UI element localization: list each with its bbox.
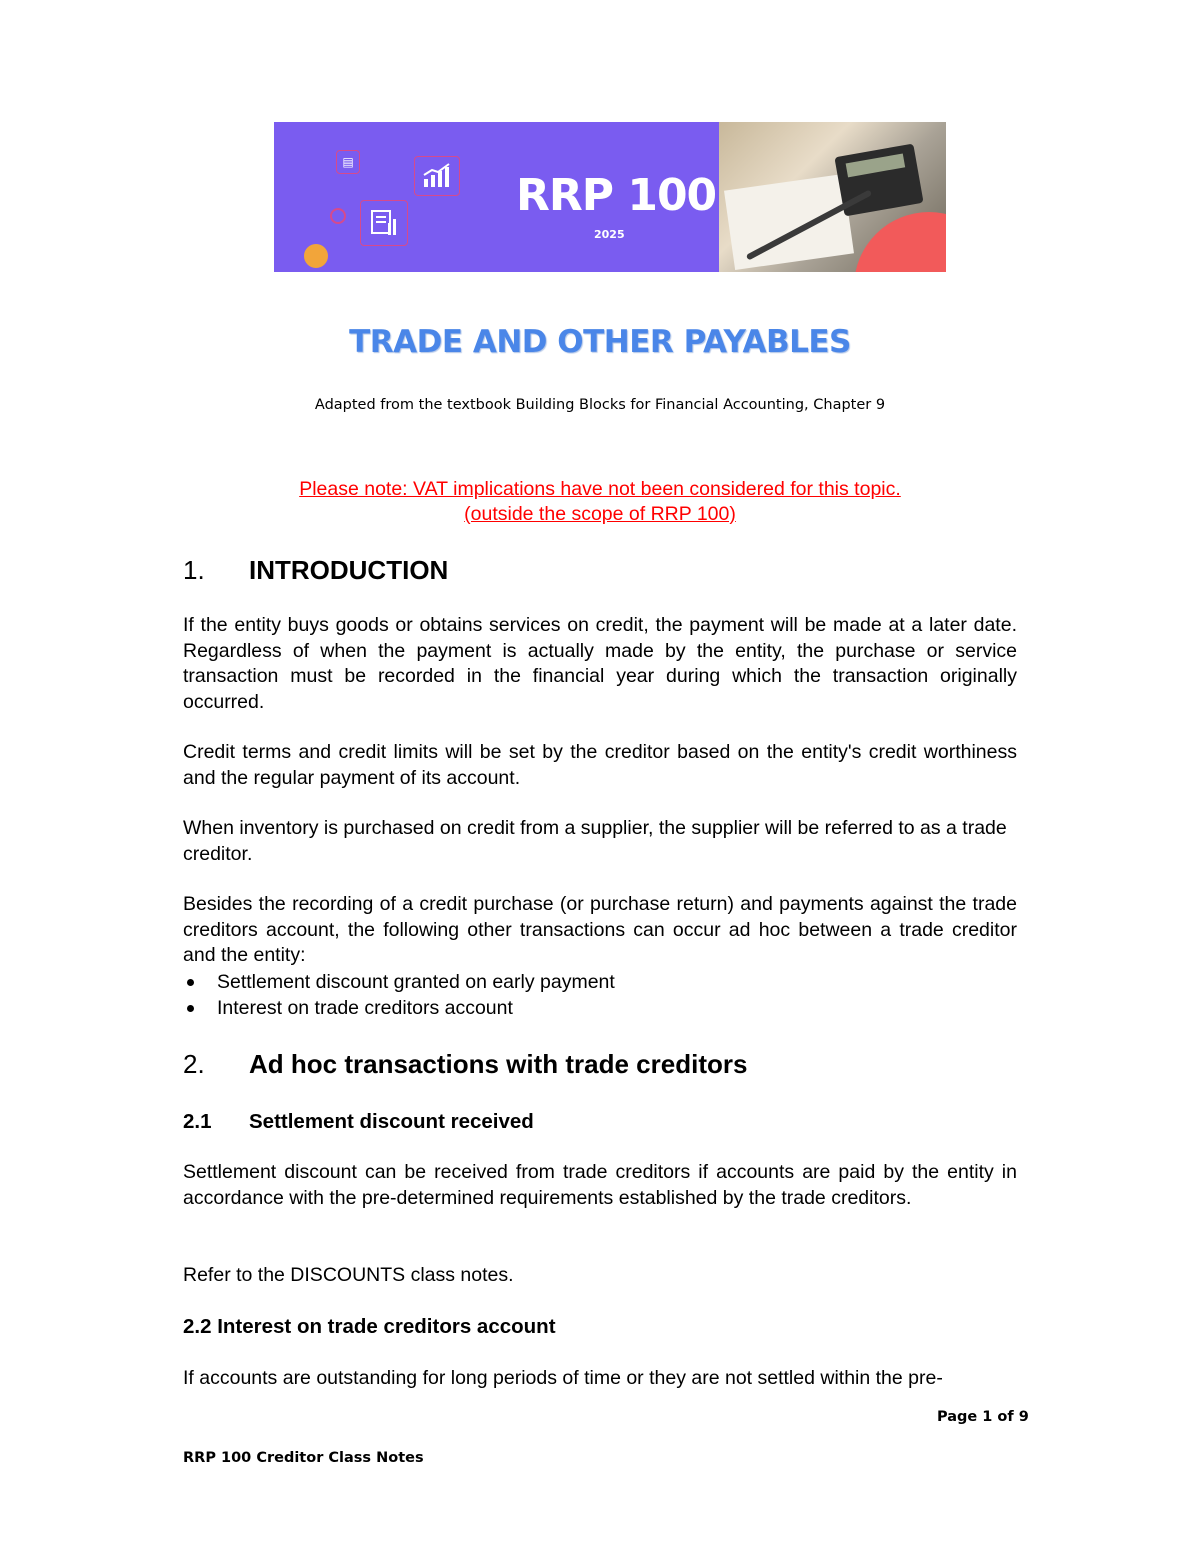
- paragraph: Refer to the DISCOUNTS class notes.: [183, 1264, 514, 1286]
- paragraph: If accounts are outstanding for long periods of time or they are not settled within the pre-: [183, 1367, 943, 1389]
- paragraph: Credit terms and credit limits will be set by the creditor based on the entity's credit worthiness and the regular payment of its account.: [183, 741, 1017, 789]
- page-number: Page 1 of 9: [937, 1409, 1029, 1425]
- section-number: 2.: [183, 1049, 205, 1079]
- section-title: INTRODUCTION: [249, 555, 449, 585]
- section-1-heading: [183, 555, 448, 586]
- section-2-heading: [183, 1049, 747, 1080]
- page-footer: RRP 100 Creditor Class Notes: [183, 1450, 424, 1466]
- vat-note-line1: Please note: VAT implications have not been considered for this topic.: [299, 478, 901, 500]
- paragraph: Settlement discount can be received from trade creditors if accounts are paid by the entity in accordance with the pre-determined requirements established by the trade creditors.: [183, 1161, 1017, 1209]
- list-item: [183, 969, 1017, 995]
- bullet-icon: [187, 1005, 194, 1012]
- list-item: [183, 995, 1017, 1021]
- banner-photo: [719, 122, 946, 272]
- section-title: Ad hoc transactions with trade creditors: [249, 1049, 748, 1079]
- header-banner: [274, 122, 946, 272]
- paragraph: When inventory is purchased on credit from a supplier, the supplier will be referred to as a trade creditor.: [183, 817, 1007, 865]
- subsection-2-2-heading: 2.2 Interest on trade creditors account: [183, 1315, 556, 1338]
- bullet-icon: [187, 979, 194, 986]
- bullet-list: [183, 969, 1017, 1021]
- bar-chart-icon: [414, 156, 460, 196]
- document-icon: ▤: [336, 150, 360, 174]
- vat-note-line2: (outside the scope of RRP 100): [464, 503, 736, 525]
- page-title: TRADE AND OTHER PAYABLES: [349, 324, 851, 360]
- banner-year: 2025: [594, 228, 625, 241]
- subsection-number: 2.1: [183, 1110, 212, 1133]
- banner-title: RRP 100: [516, 170, 717, 221]
- gear-icon: [330, 208, 346, 224]
- list-item-text: Interest on trade creditors account: [217, 997, 513, 1019]
- coins-icon: [304, 244, 328, 268]
- page-subtitle: Adapted from the textbook Building Blocks for Financial Accounting, Chapter 9: [314, 397, 886, 413]
- report-icon: [360, 200, 408, 246]
- paragraph: If the entity buys goods or obtains services on credit, the payment will be made at a later date. Regardless of when the payment is actually made by the entity, the purchase or service transaction must be recorded in the financial year during which the transaction originally occurred.: [183, 614, 1017, 713]
- subsection-2-1-heading: [183, 1110, 534, 1134]
- paper-shape: [724, 174, 854, 270]
- subsection-title: Settlement discount received: [249, 1110, 534, 1133]
- accent-circle: [854, 212, 946, 272]
- section-number: 1.: [183, 555, 205, 585]
- paragraph: Besides the recording of a credit purchase (or purchase return) and payments against the trade creditors account, the following other transactions can occur ad hoc between a trade creditor and the entity:: [183, 893, 1017, 966]
- list-item-text: Settlement discount granted on early payment: [217, 971, 615, 993]
